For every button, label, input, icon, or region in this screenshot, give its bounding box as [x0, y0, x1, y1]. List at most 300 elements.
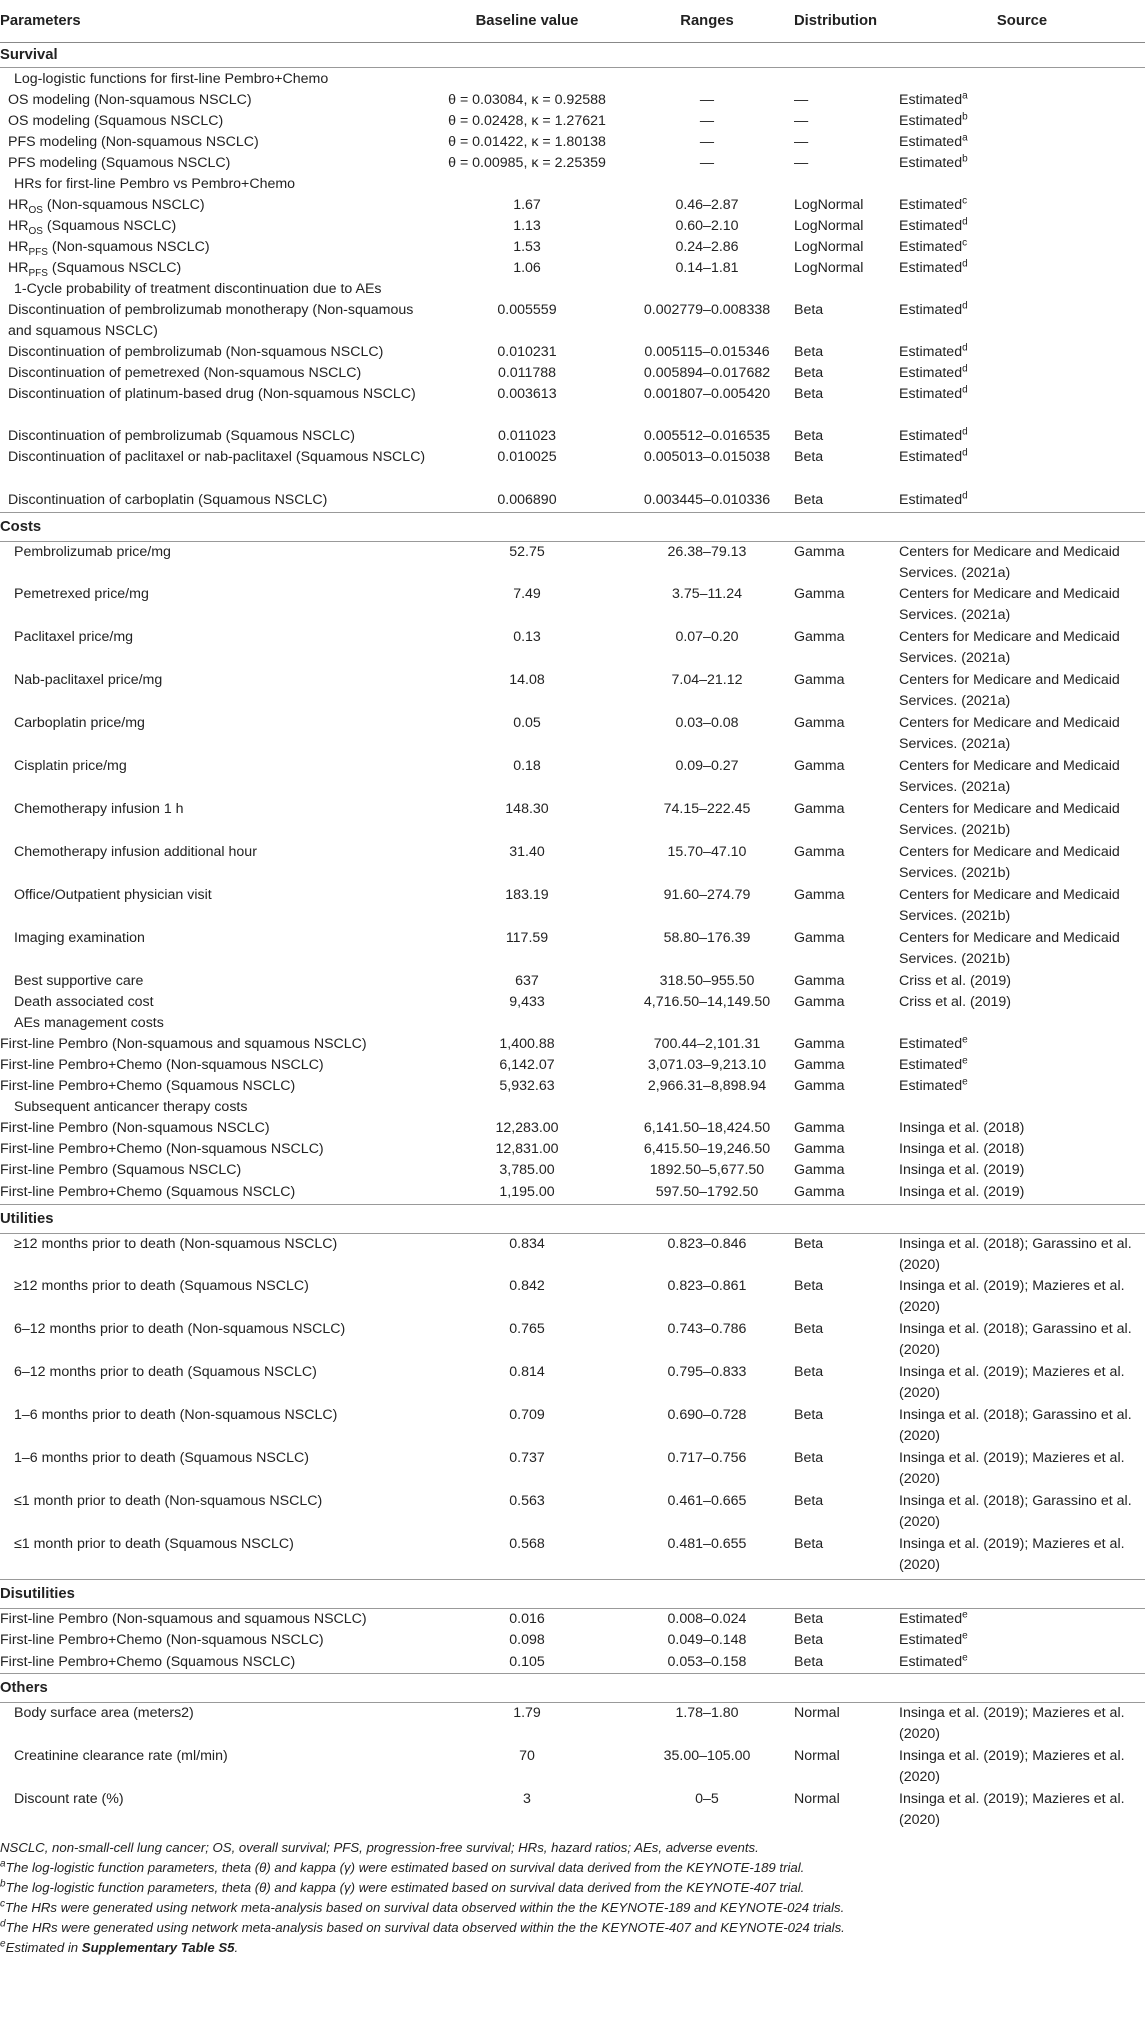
- parameter-cell: [0, 447, 432, 489]
- footnote-e-link: Supplementary Table S5: [81, 1939, 235, 1955]
- table-row: [0, 584, 1145, 627]
- source-text: Insinga et al. (2019); Mazieres et al. (2020): [899, 1747, 1125, 1785]
- distribution-cell: Beta: [794, 365, 824, 381]
- distribution-cell: Beta: [794, 344, 824, 360]
- footnote-b: $^b$The log-logistic function parameters, theta (θ) and kappa (γ) were estimated based on survival data derived from the KEYNOTE-407 trial.: [0, 1878, 805, 1895]
- source-text: Insinga et al. (2018); Garassino et al. (2020): [899, 1407, 1132, 1444]
- source-cell: [899, 1076, 1145, 1097]
- distribution-cell: Beta: [794, 492, 824, 508]
- table-row: [0, 1608, 1145, 1630]
- parameter-label: HR: [8, 197, 29, 213]
- parameter-label: PFS modeling (Non-squamous NSCLC): [8, 134, 259, 150]
- source-text: Estimated: [899, 218, 963, 234]
- range-cell: 318.50–955.50: [659, 973, 755, 989]
- range-cell: —: [699, 155, 715, 171]
- table-row: [0, 971, 1145, 992]
- range-cell: 26.38–79.13: [667, 543, 747, 560]
- parameter-cell: [0, 1405, 432, 1448]
- baseline-value-cell: θ = 0.00985, κ = 2.25359: [448, 155, 606, 171]
- parameter-label: OS modeling (Non-squamous NSCLC): [8, 92, 252, 108]
- source-cell: [899, 447, 1145, 489]
- source-text: Centers for Medicare and Medicaid Services. (2021a): [899, 586, 1120, 623]
- baseline-value-cell: 0.709: [509, 1407, 545, 1423]
- source-text: Insinga et al. (2018): [899, 1141, 1025, 1157]
- footnote-e-prefix: Estimated in: [5, 1939, 82, 1955]
- footnote-marker: e: [962, 1651, 968, 1663]
- parameter-label: First-line Pembro+Chemo (Squamous NSCLC): [0, 1653, 296, 1670]
- table-row: [0, 1160, 1145, 1181]
- source-cell: [899, 885, 1145, 928]
- baseline-value-cell: 1.79: [513, 1705, 541, 1721]
- baseline-value-cell: 0.105: [509, 1653, 545, 1670]
- footnote-marker: d: [962, 447, 968, 459]
- range-cell: 1892.50–5,677.50: [649, 1162, 765, 1178]
- distribution-cell: —: [794, 113, 809, 129]
- parameter-label: Creatinine clearance rate (ml/min): [14, 1747, 228, 1764]
- footnote-marker: e: [962, 1608, 968, 1620]
- baseline-value-cell: θ = 0.01422, κ = 1.80138: [448, 134, 606, 150]
- parameter-label: Pemetrexed price/mg: [14, 586, 149, 602]
- group-label-row: [0, 1013, 1145, 1034]
- parameter-label: First-line Pembro (Non-squamous NSCLC): [0, 1120, 270, 1136]
- baseline-value-cell: 0.011788: [497, 365, 557, 381]
- parameter-label: Body surface area (meters2): [14, 1705, 194, 1721]
- source-cell: [899, 928, 1145, 971]
- distribution-cell: Gamma: [794, 1184, 845, 1200]
- baseline-value-cell: 0.05: [513, 715, 541, 731]
- baseline-value-cell: 0.563: [509, 1493, 545, 1509]
- header-parameters: Parameters: [0, 0, 432, 43]
- parameter-label: Discontinuation of carboplatin (Squamous NSCLC): [8, 492, 328, 508]
- distribution-cell: Beta: [794, 302, 824, 318]
- distribution-cell: Beta: [794, 1321, 824, 1337]
- group-label-row: [0, 1097, 1145, 1118]
- baseline-value-cell: 14.08: [509, 672, 545, 688]
- range-cell: 0.002779–0.008338: [643, 302, 771, 318]
- parameter-cell: [0, 195, 432, 216]
- source-text: Estimated: [899, 1078, 963, 1094]
- range-cell: 0.005013–0.015038: [643, 449, 771, 465]
- baseline-value-cell: 0.098: [509, 1631, 545, 1648]
- parameter-cell: [0, 1651, 432, 1674]
- parameter-cell: [0, 1181, 432, 1204]
- range-cell: 0.823–0.846: [667, 1235, 747, 1252]
- source-cell: [899, 1319, 1145, 1362]
- footnote-marker: a: [962, 90, 968, 102]
- source-text: Centers for Medicare and Medicaid Services. (2021a): [899, 758, 1120, 795]
- baseline-value-cell: 9,433: [509, 994, 545, 1010]
- parameter-label: Office/Outpatient physician visit: [14, 887, 212, 903]
- range-cell: 0.690–0.728: [667, 1407, 747, 1423]
- source-text: Centers for Medicare and Medicaid Services. (2021b): [899, 887, 1120, 924]
- section-header-row: [0, 43, 1145, 68]
- source-text: Centers for Medicare and Medicaid Services. (2021a): [899, 543, 1120, 581]
- parameter-subscript: OS: [28, 225, 43, 237]
- source-cell: [899, 1789, 1145, 1832]
- source-cell: [899, 1118, 1145, 1139]
- table-row: [0, 842, 1145, 885]
- range-cell: 1.78–1.80: [675, 1705, 739, 1721]
- range-cell: 0.14–1.81: [675, 260, 739, 276]
- distribution-cell: Beta: [794, 1536, 824, 1552]
- parameter-label: HR: [8, 218, 29, 234]
- source-text: Centers for Medicare and Medicaid Services. (2021a): [899, 715, 1120, 752]
- parameter-label: OS modeling (Squamous NSCLC): [8, 113, 224, 129]
- parameter-label: First-line Pembro (Non-squamous and squamous NSCLC): [0, 1036, 367, 1052]
- range-cell: 2,966.31–8,898.94: [647, 1078, 767, 1094]
- baseline-value-cell: 12,831.00: [495, 1141, 559, 1157]
- table-footnotes: [0, 1832, 1145, 1958]
- parameter-label: 6–12 months prior to death (Non-squamous NSCLC): [14, 1321, 346, 1337]
- source-cell: [899, 842, 1145, 885]
- source-text: Estimated: [899, 260, 963, 276]
- range-cell: —: [699, 134, 715, 150]
- distribution-cell: Beta: [794, 1450, 824, 1466]
- source-text: Estimated: [899, 1057, 963, 1073]
- table-row: [0, 670, 1145, 713]
- range-cell: 0–5: [695, 1790, 719, 1807]
- parameter-label-rest: (Squamous NSCLC): [42, 218, 177, 234]
- parameter-cell: [0, 237, 432, 258]
- range-cell: 91.60–274.79: [663, 887, 751, 903]
- range-cell: 0.049–0.148: [667, 1631, 747, 1648]
- distribution-cell: —: [794, 155, 809, 171]
- distribution-cell: Gamma: [794, 1162, 845, 1178]
- source-text: Estimated: [899, 1653, 963, 1670]
- parameter-label: Chemotherapy infusion additional hour: [14, 844, 257, 860]
- section-header-row: [0, 1204, 1145, 1233]
- footnote-marker: e: [962, 1034, 968, 1046]
- distribution-cell: Gamma: [794, 715, 845, 731]
- source-cell: [899, 541, 1145, 584]
- source-text: Centers for Medicare and Medicaid Services. (2021a): [899, 629, 1120, 666]
- group-label: Log-logistic functions for first-line Pembro+Chemo: [14, 71, 329, 87]
- parameter-cell: [0, 885, 432, 928]
- group-label-row: [0, 174, 1145, 195]
- distribution-cell: Beta: [794, 1235, 824, 1252]
- source-cell: [899, 1630, 1145, 1651]
- parameter-label: PFS modeling (Squamous NSCLC): [8, 155, 231, 171]
- footnote-abbreviations: NSCLC, non-small-cell lung cancer; OS, overall survival; PFS, progression-free survival; HRs, hazard ratios; AEs, adverse events.: [0, 1839, 759, 1855]
- baseline-value-cell: 0.005559: [497, 302, 557, 318]
- parameter-label: Pembrolizumab price/mg: [14, 543, 171, 560]
- distribution-cell: Beta: [794, 386, 824, 402]
- baseline-value-cell: θ = 0.03084, κ = 0.92588: [448, 92, 606, 108]
- section-title: Utilities: [0, 1204, 1145, 1233]
- footnote-a-text: The log-logistic function parameters, theta (θ) and kappa (γ) were estimated based on survival data derived from the KEYNOTE-189 trial.: [5, 1859, 805, 1875]
- range-cell: 700.44–2,101.31: [653, 1036, 761, 1052]
- parameter-label-rest: (Non-squamous NSCLC): [42, 197, 205, 213]
- source-cell: [899, 489, 1145, 512]
- table-row: [0, 300, 1145, 342]
- parameter-cell: [0, 971, 432, 992]
- parameter-cell: [0, 384, 432, 426]
- range-cell: 4,716.50–14,149.50: [643, 994, 771, 1010]
- baseline-value-cell: 3,785.00: [499, 1162, 555, 1178]
- section-title: Others: [0, 1674, 1145, 1703]
- baseline-value-cell: 117.59: [505, 930, 549, 946]
- parameter-label: ≤1 month prior to death (Squamous NSCLC): [14, 1536, 294, 1552]
- source-cell: [899, 713, 1145, 756]
- parameter-cell: [0, 541, 432, 584]
- distribution-cell: Beta: [794, 1407, 824, 1423]
- parameter-cell: [0, 627, 432, 670]
- table-row: [0, 928, 1145, 971]
- parameter-cell: [0, 111, 432, 132]
- source-text: Insinga et al. (2019): [899, 1162, 1025, 1178]
- parameter-cell: [0, 713, 432, 756]
- source-cell: [899, 237, 1145, 258]
- range-cell: 0.003445–0.010336: [643, 492, 771, 508]
- table-row: [0, 1630, 1145, 1651]
- parameter-label-rest: (Non-squamous NSCLC): [47, 239, 210, 255]
- parameter-cell: [0, 1034, 432, 1055]
- parameter-cell: [0, 342, 432, 363]
- table-row: [0, 541, 1145, 584]
- distribution-cell: Gamma: [794, 1120, 845, 1136]
- source-cell: [899, 756, 1145, 799]
- baseline-value-cell: 3: [523, 1790, 531, 1807]
- baseline-value-cell: θ = 0.02428, κ = 1.27621: [448, 113, 606, 129]
- range-cell: 0.005894–0.017682: [643, 365, 771, 381]
- table-row: [0, 90, 1145, 111]
- baseline-value-cell: 0.18: [513, 758, 541, 774]
- parameter-cell: [0, 216, 432, 237]
- section-header-row: [0, 512, 1145, 541]
- table-row: [0, 992, 1145, 1013]
- baseline-value-cell: 70: [519, 1747, 535, 1764]
- table-row: [0, 713, 1145, 756]
- baseline-value-cell: 52.75: [509, 543, 545, 560]
- source-text: Estimated: [899, 428, 963, 444]
- parameter-cell: [0, 1055, 432, 1076]
- range-cell: 6,415.50–19,246.50: [643, 1141, 771, 1157]
- footnote-marker: d: [962, 363, 968, 375]
- source-text: Insinga et al. (2019); Mazieres et al. (2020): [899, 1705, 1125, 1742]
- parameter-label: First-line Pembro+Chemo (Squamous NSCLC): [0, 1184, 296, 1200]
- footnote-marker: e: [962, 1076, 968, 1088]
- parameter-label: Discontinuation of pembrolizumab (Non-squamous NSCLC): [8, 344, 384, 360]
- section-header-row: [0, 1579, 1145, 1608]
- range-cell: 35.00–105.00: [663, 1747, 751, 1764]
- source-text: Centers for Medicare and Medicaid Services. (2021b): [899, 844, 1120, 881]
- footnote-d-text: The HRs were generated using network meta-analysis based on survival data observed within the the KEYNOTE-407 and KEYNOTE-024 trials.: [5, 1919, 845, 1935]
- footnote-marker: b: [962, 153, 968, 165]
- source-text: Centers for Medicare and Medicaid Services. (2021a): [899, 672, 1120, 709]
- baseline-value-cell: 0.010025: [497, 449, 557, 465]
- table-row: [0, 1139, 1145, 1160]
- source-text: Estimated: [899, 1631, 963, 1648]
- source-text: Estimated: [899, 197, 963, 213]
- footnote-marker: d: [962, 426, 968, 438]
- parameter-cell: [0, 584, 432, 627]
- source-cell: [899, 1139, 1145, 1160]
- footnote-b-text: The log-logistic function parameters, theta (θ) and kappa (γ) were estimated based on survival data derived from the KEYNOTE-407 trial.: [5, 1879, 805, 1895]
- range-cell: 0.005512–0.016535: [643, 428, 771, 444]
- source-text: Insinga et al. (2018); Garassino et al. (2020): [899, 1235, 1132, 1273]
- table-row: [0, 1703, 1145, 1746]
- source-text: Estimated: [899, 492, 963, 508]
- table-row: [0, 1076, 1145, 1097]
- range-cell: 0.07–0.20: [675, 629, 739, 645]
- baseline-value-cell: 1,400.88: [499, 1036, 555, 1052]
- baseline-value-cell: 0.011023: [497, 428, 557, 444]
- source-text: Insinga et al. (2018); Garassino et al. (2020): [899, 1321, 1132, 1358]
- parameter-label: ≥12 months prior to death (Non-squamous NSCLC): [14, 1235, 338, 1252]
- source-cell: [899, 132, 1145, 153]
- parameter-cell: [0, 756, 432, 799]
- parameter-label: ≤1 month prior to death (Non-squamous NSCLC): [14, 1493, 323, 1509]
- source-cell: [899, 363, 1145, 384]
- parameter-cell: [0, 300, 432, 342]
- source-text: Insinga et al. (2019); Mazieres et al. (2020): [899, 1536, 1125, 1573]
- source-text: Insinga et al. (2018); Garassino et al. (2020): [899, 1493, 1132, 1530]
- distribution-cell: Gamma: [794, 844, 845, 860]
- baseline-value-cell: 637: [515, 973, 539, 989]
- distribution-cell: Gamma: [794, 1141, 845, 1157]
- parameter-label: 1–6 months prior to death (Squamous NSCLC): [14, 1450, 309, 1466]
- range-cell: 0.823–0.861: [667, 1278, 747, 1294]
- table-header: [0, 0, 1145, 43]
- parameter-label: First-line Pembro+Chemo (Non-squamous NSCLC): [0, 1057, 324, 1073]
- range-cell: 597.50–1792.50: [655, 1184, 759, 1200]
- distribution-cell: Gamma: [794, 629, 845, 645]
- baseline-value-cell: 148.30: [505, 801, 549, 817]
- section-title: Costs: [0, 512, 1145, 541]
- source-cell: [899, 1746, 1145, 1789]
- parameter-label: First-line Pembro (Squamous NSCLC): [0, 1162, 242, 1178]
- footnote-marker: d: [962, 258, 968, 270]
- parameter-cell: [0, 1160, 432, 1181]
- source-cell: [899, 1651, 1145, 1674]
- distribution-cell: LogNormal: [794, 239, 864, 255]
- parameter-label: Discontinuation of pembrolizumab monotherapy (Non-squamous and squamous NSCLC): [8, 302, 414, 339]
- table-row: [0, 1118, 1145, 1139]
- table-row: [0, 237, 1145, 258]
- parameter-label: HR: [8, 239, 29, 255]
- footnote-d: $^d$The HRs were generated using network meta-analysis based on survival data observed within the the KEYNOTE-407 and KEYNOTE-024 trials.: [0, 1918, 845, 1935]
- table-row: [0, 1276, 1145, 1319]
- parameter-cell: [0, 1319, 432, 1362]
- table-row: [0, 1362, 1145, 1405]
- range-cell: 0.03–0.08: [675, 715, 739, 731]
- parameter-label: First-line Pembro (Non-squamous and squamous NSCLC): [0, 1610, 367, 1627]
- baseline-value-cell: 1,195.00: [499, 1184, 555, 1200]
- source-cell: [899, 1233, 1145, 1276]
- parameter-cell: [0, 842, 432, 885]
- source-cell: [899, 1276, 1145, 1319]
- footnote-marker: d: [962, 216, 968, 228]
- source-cell: [899, 799, 1145, 842]
- source-text: Estimated: [899, 113, 963, 129]
- baseline-value-cell: 5,932.63: [499, 1078, 555, 1094]
- table-row: [0, 132, 1145, 153]
- source-cell: [899, 627, 1145, 670]
- parameter-cell: [0, 1076, 432, 1097]
- distribution-cell: Gamma: [794, 1057, 845, 1073]
- table-row: [0, 1491, 1145, 1534]
- distribution-cell: Normal: [794, 1747, 840, 1764]
- table-row: [0, 447, 1145, 489]
- source-text: Insinga et al. (2018): [899, 1120, 1025, 1136]
- footnote-marker: d: [962, 490, 968, 502]
- distribution-cell: Beta: [794, 1610, 824, 1627]
- source-cell: [899, 992, 1145, 1013]
- baseline-value-cell: 7.49: [513, 586, 541, 602]
- parameter-cell: [0, 1789, 432, 1832]
- distribution-cell: LogNormal: [794, 197, 864, 213]
- parameter-label: Discontinuation of platinum-based drug (Non-squamous NSCLC): [8, 386, 416, 402]
- range-cell: 0.461–0.665: [667, 1493, 747, 1509]
- parameter-label: ≥12 months prior to death (Squamous NSCLC): [14, 1278, 309, 1294]
- parameter-label: Discontinuation of pemetrexed (Non-squamous NSCLC): [8, 365, 362, 381]
- source-text: Estimated: [899, 155, 963, 171]
- range-cell: 0.717–0.756: [667, 1450, 747, 1466]
- table-row: [0, 1055, 1145, 1076]
- range-cell: 0.481–0.655: [667, 1536, 747, 1552]
- source-text: Insinga et al. (2019): [899, 1184, 1025, 1200]
- source-cell: [899, 1405, 1145, 1448]
- parameter-label: First-line Pembro+Chemo (Non-squamous NSCLC): [0, 1141, 324, 1157]
- parameter-cell: [0, 1362, 432, 1405]
- range-cell: 6,141.50–18,424.50: [643, 1120, 771, 1136]
- source-cell: [899, 1703, 1145, 1746]
- footnote-marker: c: [962, 195, 968, 207]
- table-row: [0, 1789, 1145, 1832]
- footnote-marker: d: [962, 300, 968, 312]
- source-text: Insinga et al. (2019); Mazieres et al. (2020): [899, 1278, 1125, 1315]
- table-body: [0, 43, 1145, 1832]
- source-cell: [899, 90, 1145, 111]
- table-row: [0, 1181, 1145, 1204]
- parameter-cell: [0, 670, 432, 713]
- distribution-cell: LogNormal: [794, 260, 864, 276]
- parameter-cell: [0, 1534, 432, 1579]
- footnote-e-suffix: .: [234, 1939, 239, 1955]
- distribution-cell: Gamma: [794, 994, 845, 1010]
- source-cell: [899, 300, 1145, 342]
- range-cell: 0.053–0.158: [667, 1653, 747, 1670]
- distribution-cell: Gamma: [794, 1078, 845, 1094]
- group-label: Subsequent anticancer therapy costs: [14, 1099, 248, 1115]
- parameter-label: Nab-paclitaxel price/mg: [14, 672, 163, 688]
- table-row: [0, 216, 1145, 237]
- distribution-cell: Beta: [794, 1278, 824, 1294]
- source-cell: [899, 1034, 1145, 1055]
- source-text: Insinga et al. (2019); Mazieres et al. (2020): [899, 1450, 1125, 1487]
- parameter-cell: [0, 928, 432, 971]
- source-text: Estimated: [899, 239, 963, 255]
- header-distribution: Distribution: [792, 0, 899, 43]
- baseline-value-cell: 1.06: [513, 260, 541, 276]
- baseline-value-cell: 0.834: [509, 1235, 545, 1252]
- parameter-cell: [0, 1608, 432, 1630]
- table-row: [0, 1534, 1145, 1579]
- table-row: [0, 363, 1145, 384]
- baseline-value-cell: 1.53: [513, 239, 541, 255]
- table-row: [0, 1448, 1145, 1491]
- parameter-cell: [0, 90, 432, 111]
- source-cell: [899, 153, 1145, 174]
- distribution-cell: Gamma: [794, 758, 845, 774]
- section-title: Survival: [0, 43, 1145, 68]
- parameter-label: Chemotherapy infusion 1 h: [14, 801, 184, 817]
- range-cell: 58.80–176.39: [663, 930, 751, 946]
- table-row: [0, 1233, 1145, 1276]
- table-row: [0, 195, 1145, 216]
- parameter-label-rest: (Squamous NSCLC): [47, 260, 182, 276]
- range-cell: 0.005115–0.015346: [644, 344, 770, 360]
